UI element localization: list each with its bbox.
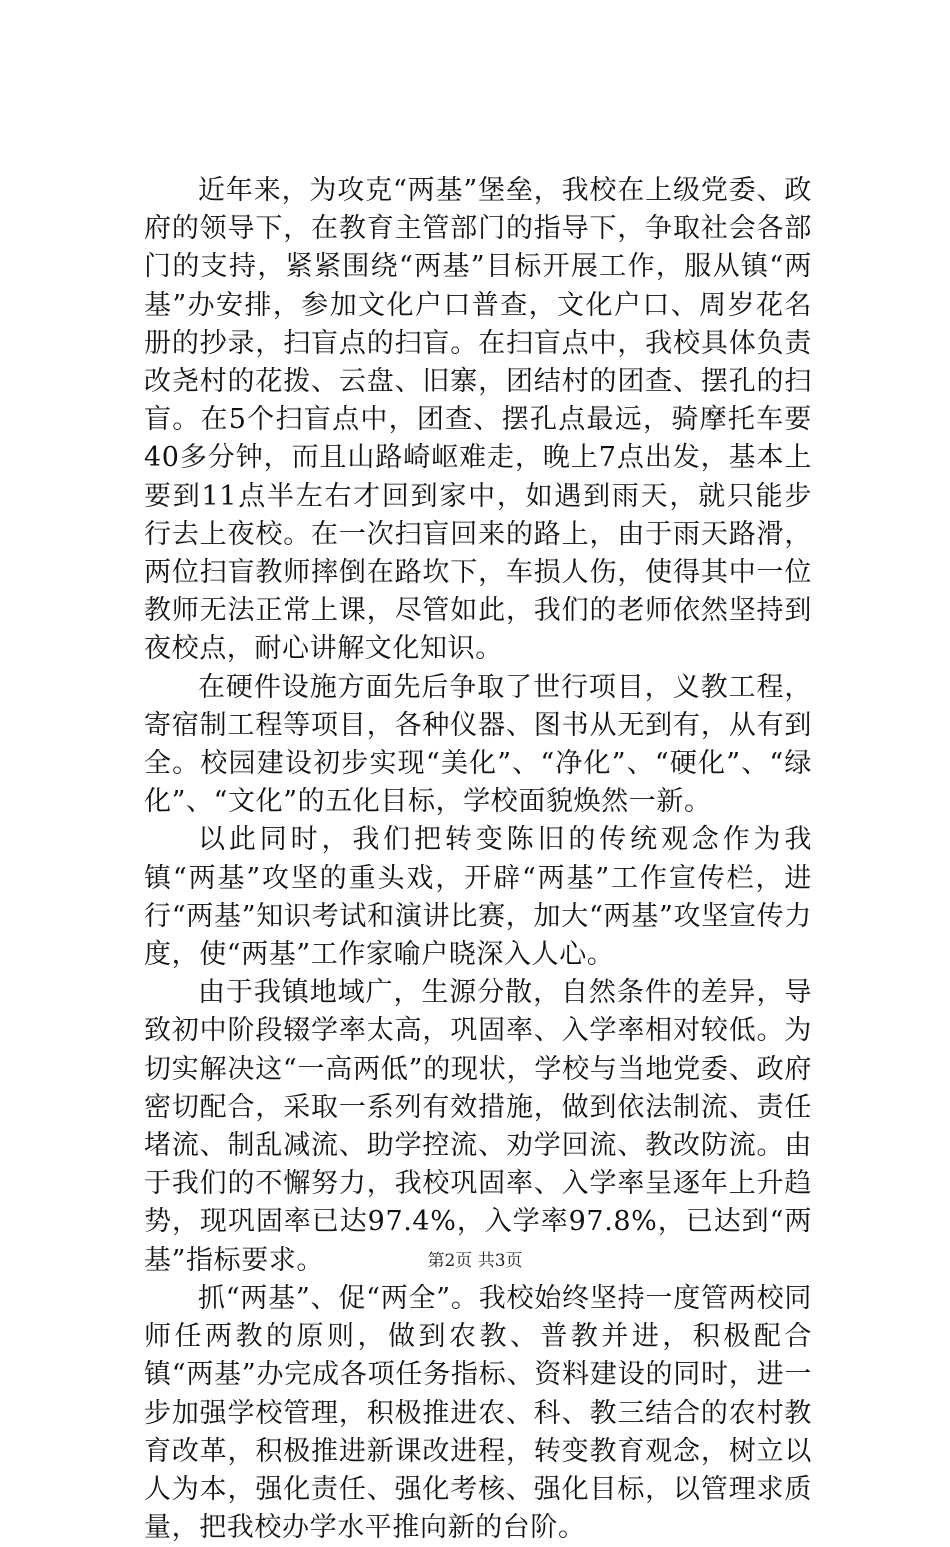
paragraph-2: 在硬件设施方面先后争取了世行项目，义教工程，寄宿制工程等项目，各种仪器、图书从无到有，从有到全。校园建设初步实现“美化”、“净化”、“硬化”、“绿化”、“文化”的五化目标，学校面貌焕然一新。 xyxy=(144,671,812,818)
document-body xyxy=(144,172,812,1547)
page-number-footer: 第2页 共3页 xyxy=(427,1251,523,1271)
paragraph-3: 以此同时，我们把转变陈旧的传统观念作为我镇“两基”攻坚的重头戏，开辟“两基”工作宣传栏，进行“两基”知识考试和演讲比赛，加大“两基”攻坚宣传力度，使“两基”工作家喻户晓深入人心。 xyxy=(144,824,812,971)
paragraph-5: 抓“两基”、促“两全”。我校始终坚持一度管两校同师任两教的原则，做到农教、普教并进，积极配合镇“两基”办完成各项任务指标、资料建设的同时，进一步加强学校管理，积极推进农、科、教三结合的农村教育改革，积极推进新课改进程，转变教育观念，树立以人为本，强化责任、强化考核、强化目标，以管理求质量，把我校办学水平推向新的台阶。 xyxy=(144,1282,812,1544)
paragraph-1: 近年来，为攻克“两基”堡垒，我校在上级党委、政府的领导下，在教育主管部门的指导下，争取社会各部门的支持，紧紧围绕“两基”目标开展工作，服从镇“两基”办安排，参加文化户口普查，文化户口、周岁花名册的抄录，扫盲点的扫盲。在扫盲点中，我校具体负责改尧村的花拨、云盘、旧寨，团结村的团查、摆孔的扫盲。在5个扫盲点中，团查、摆孔点最远，骑摩托车要40多分钟，而且山路崎岖难走，晚上7点出发，基本上要到11点半左右才回到家中，如遇到雨天，就只能步行去上夜校。在一次扫盲回来的路上，由于雨天路滑，两位扫盲教师摔倒在路坎下，车损人伤，使得其中一位教师无法正常上课，尽管如此，我们的老师依然坚持到夜校点，耐心讲解文化知识。 xyxy=(144,175,812,665)
paragraph-4: 由于我镇地域广，生源分散，自然条件的差异，导致初中阶段辍学率太高，巩固率、入学率相对较低。为切实解决这“一高两低”的现状，学校与当地党委、政府密切配合，采取一系列有效措施，做到依法制流、责任堵流、制乱减流、助学控流、劝学回流、教改防流。由于我们的不懈努力，我校巩固率、入学率呈逐年上升趋势，现巩固率已达97.4%，入学率97.8%，已达到“两基”指标要求。 xyxy=(144,977,812,1276)
